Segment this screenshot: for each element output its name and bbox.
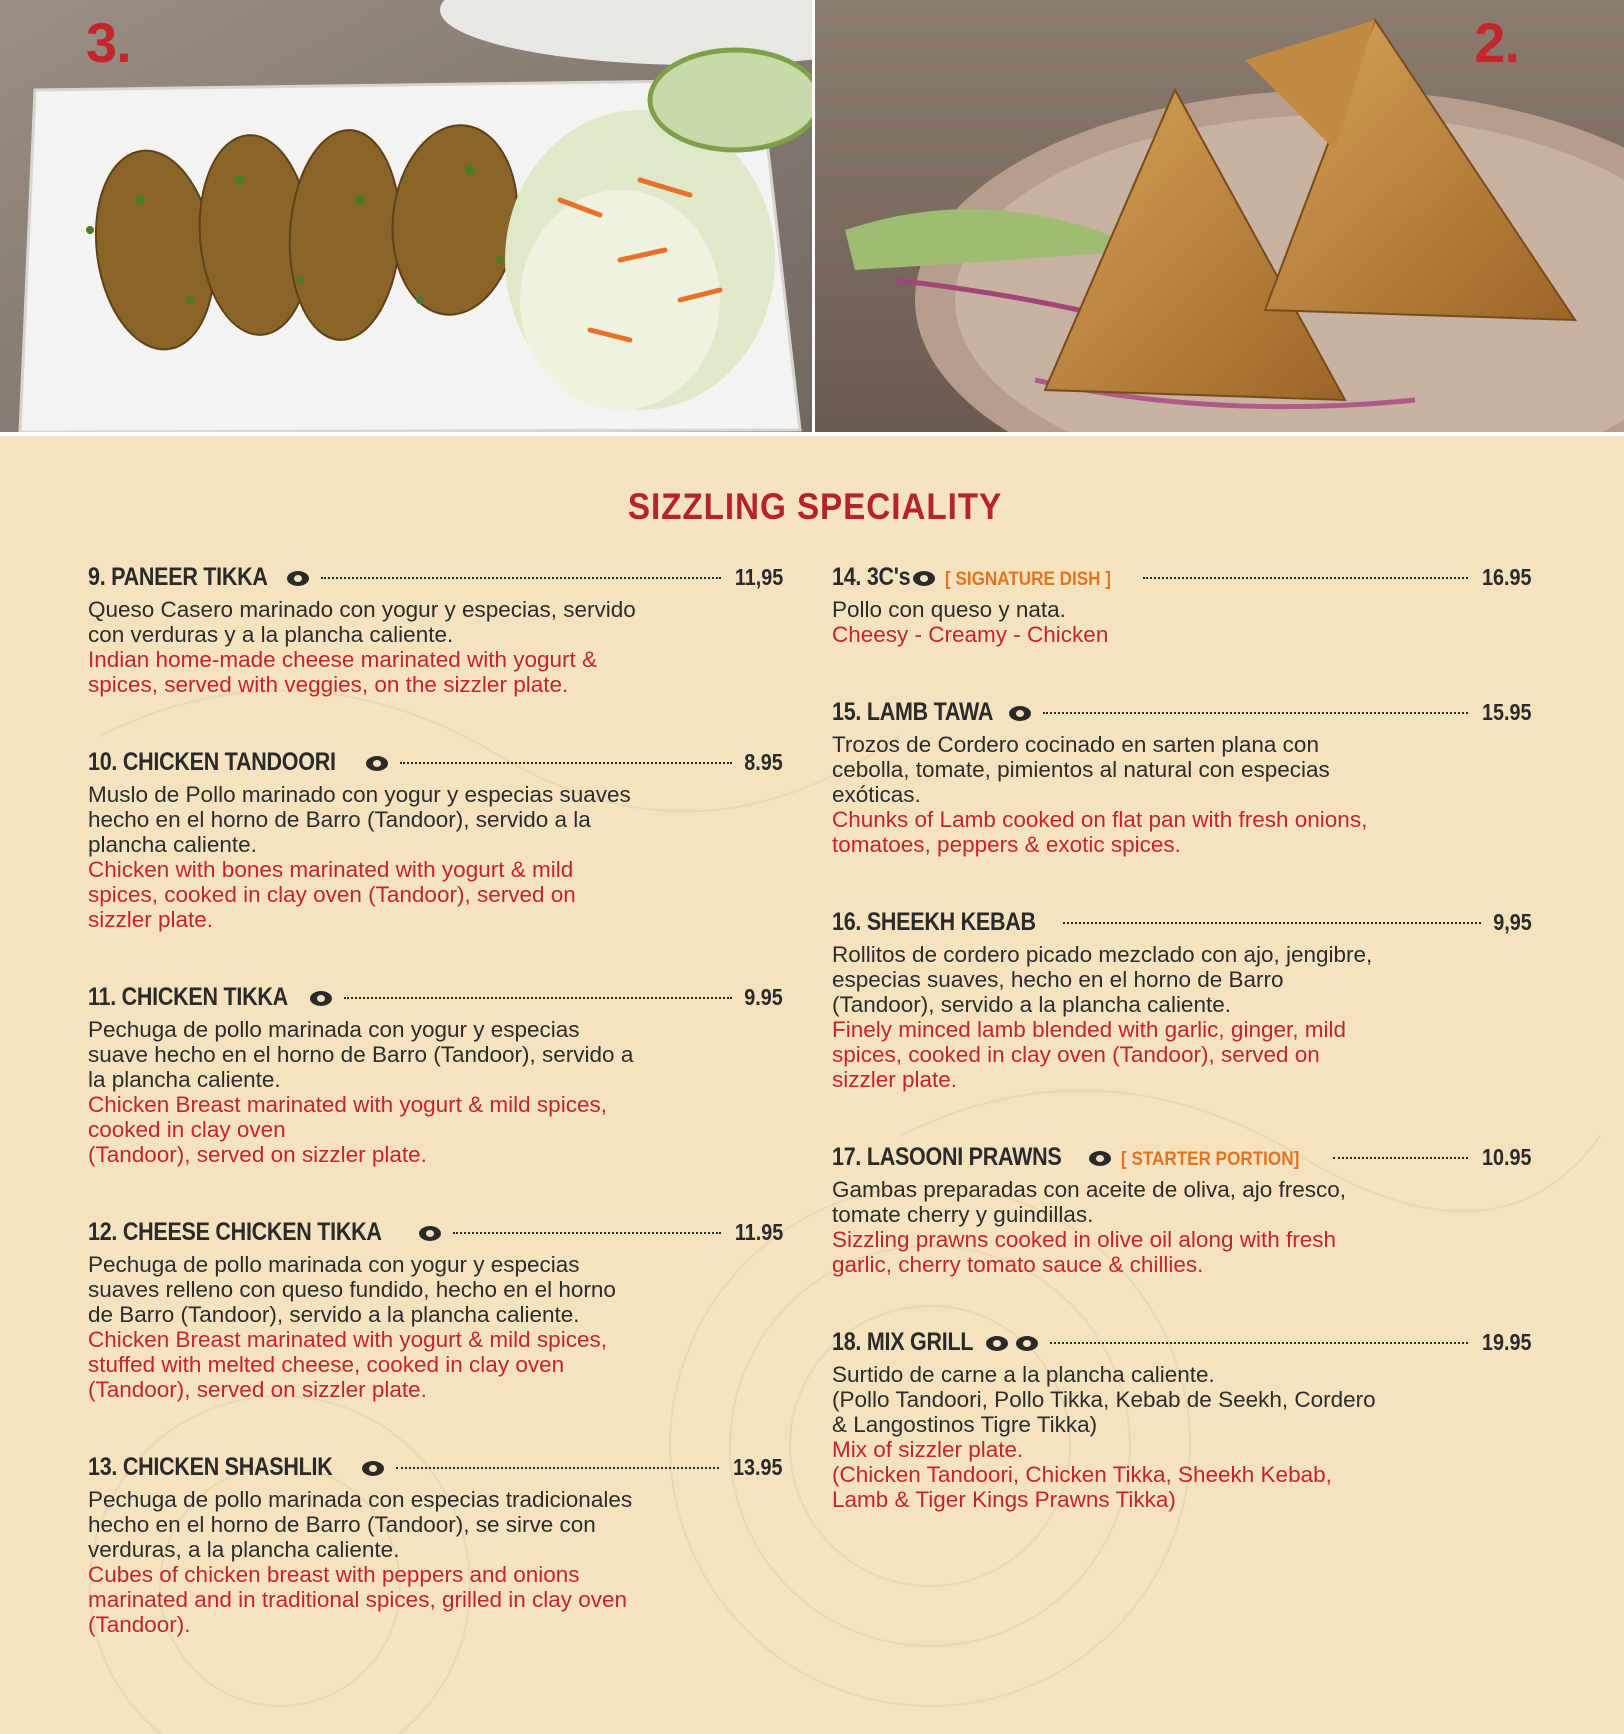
description-line: garlic, cherry tomato sauce & chillies. <box>832 1252 1204 1277</box>
description-line: Indian home-made cheese marinated with yogurt & <box>88 647 598 672</box>
menu-item <box>832 697 1532 857</box>
dot-leader <box>1050 1342 1468 1344</box>
description-english <box>88 857 783 932</box>
description-spanish <box>88 782 783 857</box>
menu-item-header <box>88 747 783 777</box>
description-spanish <box>832 597 1532 622</box>
description-line: la plancha caliente. <box>88 1067 281 1092</box>
description-line: stuffed with melted cheese, cooked in clay oven <box>88 1352 565 1377</box>
description-spanish <box>88 1487 783 1562</box>
dish-symbol-icon <box>310 991 332 1006</box>
description-line: Lamb & Tiger Kings Prawns Tikka) <box>832 1487 1176 1512</box>
dish-symbol-icon <box>1016 1336 1038 1351</box>
dish-symbol-icon <box>362 1461 384 1476</box>
samosa-photo <box>815 0 1624 432</box>
description-line: verduras, a la plancha caliente. <box>88 1537 400 1562</box>
dish-price: 10.95 <box>1482 1144 1532 1170</box>
description-line: Queso Casero marinado con yogur y especias, servido <box>88 597 636 622</box>
dish-price: 16.95 <box>1482 564 1532 590</box>
dish-symbol-icon <box>913 571 935 586</box>
description-line: Chicken Breast marinated with yogurt & mild spices, <box>88 1092 607 1117</box>
description-line: tomate cherry y guindillas. <box>832 1202 1094 1227</box>
description-line: spices, cooked in clay oven (Tandoor), served on <box>832 1042 1320 1067</box>
description-line: Chicken with bones marinated with yogurt & mild <box>88 857 574 882</box>
description-line: Muslo de Pollo marinado con yogur y especias suaves <box>88 782 631 807</box>
description-line: Pechuga de pollo marinada con yogur y especias <box>88 1017 580 1042</box>
dish-name: 18. MIX GRILL <box>832 1328 974 1356</box>
dot-leader <box>1043 712 1468 714</box>
description-line: Surtido de carne a la plancha caliente. <box>832 1362 1215 1387</box>
dish-price: 8.95 <box>744 749 783 775</box>
description-spanish <box>832 1177 1532 1227</box>
description-line: Mix of sizzler plate. <box>832 1437 1024 1462</box>
description-line: Rollitos de cordero picado mezclado con ajo, jengibre, <box>832 942 1373 967</box>
menu-item <box>88 1217 783 1402</box>
description-english <box>832 1227 1532 1277</box>
photo-number-label: 2. <box>1474 11 1519 74</box>
description-line: sizzler plate. <box>832 1067 958 1092</box>
dish-name: 12. CHEESE CHICKEN TIKKA <box>88 1218 382 1246</box>
description-line: Cheesy - Creamy - Chicken <box>832 622 1109 647</box>
description-line: (Tandoor), served on sizzler plate. <box>88 1377 427 1402</box>
description-english <box>832 1437 1532 1512</box>
description-line: Pechuga de pollo marinada con yogur y especias <box>88 1252 580 1277</box>
description-line: Cubes of chicken breast with peppers and onions <box>88 1562 580 1587</box>
description-line: (Pollo Tandoori, Pollo Tikka, Kebab de Seekh, Cordero <box>832 1387 1376 1412</box>
description-spanish <box>88 1017 783 1092</box>
menu-item <box>88 747 783 932</box>
dot-leader <box>1063 922 1481 924</box>
photo-number-label: 3. <box>86 11 131 74</box>
description-line: (Tandoor), served on sizzler plate. <box>88 1142 427 1167</box>
dish-name: 9. PANEER TIKKA <box>88 563 268 591</box>
dot-leader <box>400 762 732 764</box>
description-spanish <box>832 732 1532 807</box>
description-line: (Chicken Tandoori, Chicken Tikka, Sheekh Kebab, <box>832 1462 1332 1487</box>
description-line: cooked in clay oven <box>88 1117 286 1142</box>
description-spanish <box>88 597 783 647</box>
description-spanish <box>832 1362 1532 1437</box>
dish-symbol-icon <box>986 1336 1008 1351</box>
menu-item-header <box>832 1142 1532 1172</box>
dish-price: 15.95 <box>1482 699 1532 725</box>
menu-item <box>88 982 783 1167</box>
dish-symbol-icon <box>1009 706 1031 721</box>
dot-leader <box>1143 577 1468 579</box>
description-line: sizzler plate. <box>88 907 214 932</box>
dish-name: 10. CHICKEN TANDOORI <box>88 748 336 776</box>
description-english <box>832 807 1532 857</box>
menu-item-header <box>88 1217 783 1247</box>
paneer-pakora-photo <box>0 0 812 432</box>
menu-item <box>832 907 1532 1092</box>
dish-name: 11. CHICKEN TIKKA <box>88 983 288 1011</box>
menu-item <box>88 562 783 697</box>
dish-price: 9,95 <box>1493 909 1532 935</box>
description-line: cebolla, tomate, pimientos al natural con especias <box>832 757 1330 782</box>
dot-leader <box>344 997 732 999</box>
dish-symbol-icon <box>1089 1151 1111 1166</box>
description-line: Trozos de Cordero cocinado en sarten plana con <box>832 732 1319 757</box>
menu-item-header <box>832 1327 1532 1357</box>
description-english <box>832 1017 1532 1092</box>
dish-name: 16. SHEEKH KEBAB <box>832 908 1036 936</box>
dish-price: 11,95 <box>734 564 783 590</box>
menu-item <box>832 562 1532 647</box>
description-line: Pechuga de pollo marinada con especias tradicionales <box>88 1487 633 1512</box>
dish-name: 13. CHICKEN SHASHLIK <box>88 1453 333 1481</box>
description-line: suaves relleno con queso fundido, hecho en el horno <box>88 1277 616 1302</box>
description-line: especias suaves, hecho en el horno de Barro <box>832 967 1284 992</box>
description-line: spices, served with veggies, on the sizzler plate. <box>88 672 569 697</box>
description-english <box>88 1092 783 1167</box>
description-english <box>88 647 783 697</box>
description-spanish <box>832 942 1532 1017</box>
dish-price: 9.95 <box>744 984 783 1010</box>
description-line: Chicken Breast marinated with yogurt & mild spices, <box>88 1327 607 1352</box>
menu-item <box>88 1452 783 1637</box>
dish-tag: [ SIGNATURE DISH ] <box>945 569 1112 590</box>
dish-name: 14. 3C's <box>832 563 911 591</box>
description-english <box>88 1327 783 1402</box>
left-menu-column <box>88 562 783 1687</box>
description-line: hecho en el horno de Barro (Tandoor), se sirve con <box>88 1512 596 1537</box>
description-line: con verduras y a la plancha caliente. <box>88 622 454 647</box>
description-english <box>832 622 1532 647</box>
description-line: de Barro (Tandoor), servido a la plancha caliente. <box>88 1302 580 1327</box>
description-line: Gambas preparadas con aceite de oliva, ajo fresco, <box>832 1177 1347 1202</box>
description-line: spices, cooked in clay oven (Tandoor), served on <box>88 882 576 907</box>
description-line: & Langostinos Tigre Tikka) <box>832 1412 1098 1437</box>
description-line: Chunks of Lamb cooked on flat pan with fresh onions, <box>832 807 1368 832</box>
menu-panel <box>0 436 1624 1734</box>
description-line: exóticas. <box>832 782 921 807</box>
menu-item <box>832 1142 1532 1277</box>
dish-symbol-icon <box>419 1226 441 1241</box>
dot-leader <box>321 577 721 579</box>
dot-leader <box>1333 1157 1468 1159</box>
description-line: Pollo con queso y nata. <box>832 597 1066 622</box>
dish-symbol-icon <box>366 756 388 771</box>
dish-name: 17. LASOONI PRAWNS <box>832 1143 1062 1171</box>
menu-item-header <box>88 562 783 592</box>
section-title: SIZZLING SPECIALITY <box>627 486 1003 527</box>
dish-price: 13.95 <box>733 1454 783 1480</box>
description-line: marinated and in traditional spices, grilled in clay oven <box>88 1587 628 1612</box>
photo-strip <box>0 0 1624 432</box>
description-line: Finely minced lamb blended with garlic, ginger, mild <box>832 1017 1346 1042</box>
dot-leader <box>396 1467 719 1469</box>
description-line: (Tandoor). <box>88 1612 191 1637</box>
description-line: (Tandoor), servido a la plancha caliente. <box>832 992 1231 1017</box>
menu-item-header <box>832 697 1532 727</box>
menu-item-header <box>832 562 1532 592</box>
dot-leader <box>453 1232 720 1234</box>
description-english <box>88 1562 783 1637</box>
dish-symbol-icon <box>287 571 309 586</box>
description-line: plancha caliente. <box>88 832 257 857</box>
menu-item-header <box>88 982 783 1012</box>
dish-name: 15. LAMB TAWA <box>832 698 994 726</box>
description-line: tomatoes, peppers & exotic spices. <box>832 832 1181 857</box>
dish-tag: [ STARTER PORTION] <box>1120 1149 1300 1170</box>
description-spanish <box>88 1252 783 1327</box>
right-menu-column <box>832 562 1532 1562</box>
dish-price: 11.95 <box>734 1219 783 1245</box>
menu-item <box>832 1327 1532 1512</box>
description-line: Sizzling prawns cooked in olive oil along with fresh <box>832 1227 1337 1252</box>
menu-item-header <box>832 907 1532 937</box>
description-line: hecho en el horno de Barro (Tandoor), servido a la <box>88 807 591 832</box>
dish-price: 19.95 <box>1482 1329 1532 1355</box>
menu-item-header <box>88 1452 783 1482</box>
description-line: suave hecho en el horno de Barro (Tandoor), servido a <box>88 1042 634 1067</box>
